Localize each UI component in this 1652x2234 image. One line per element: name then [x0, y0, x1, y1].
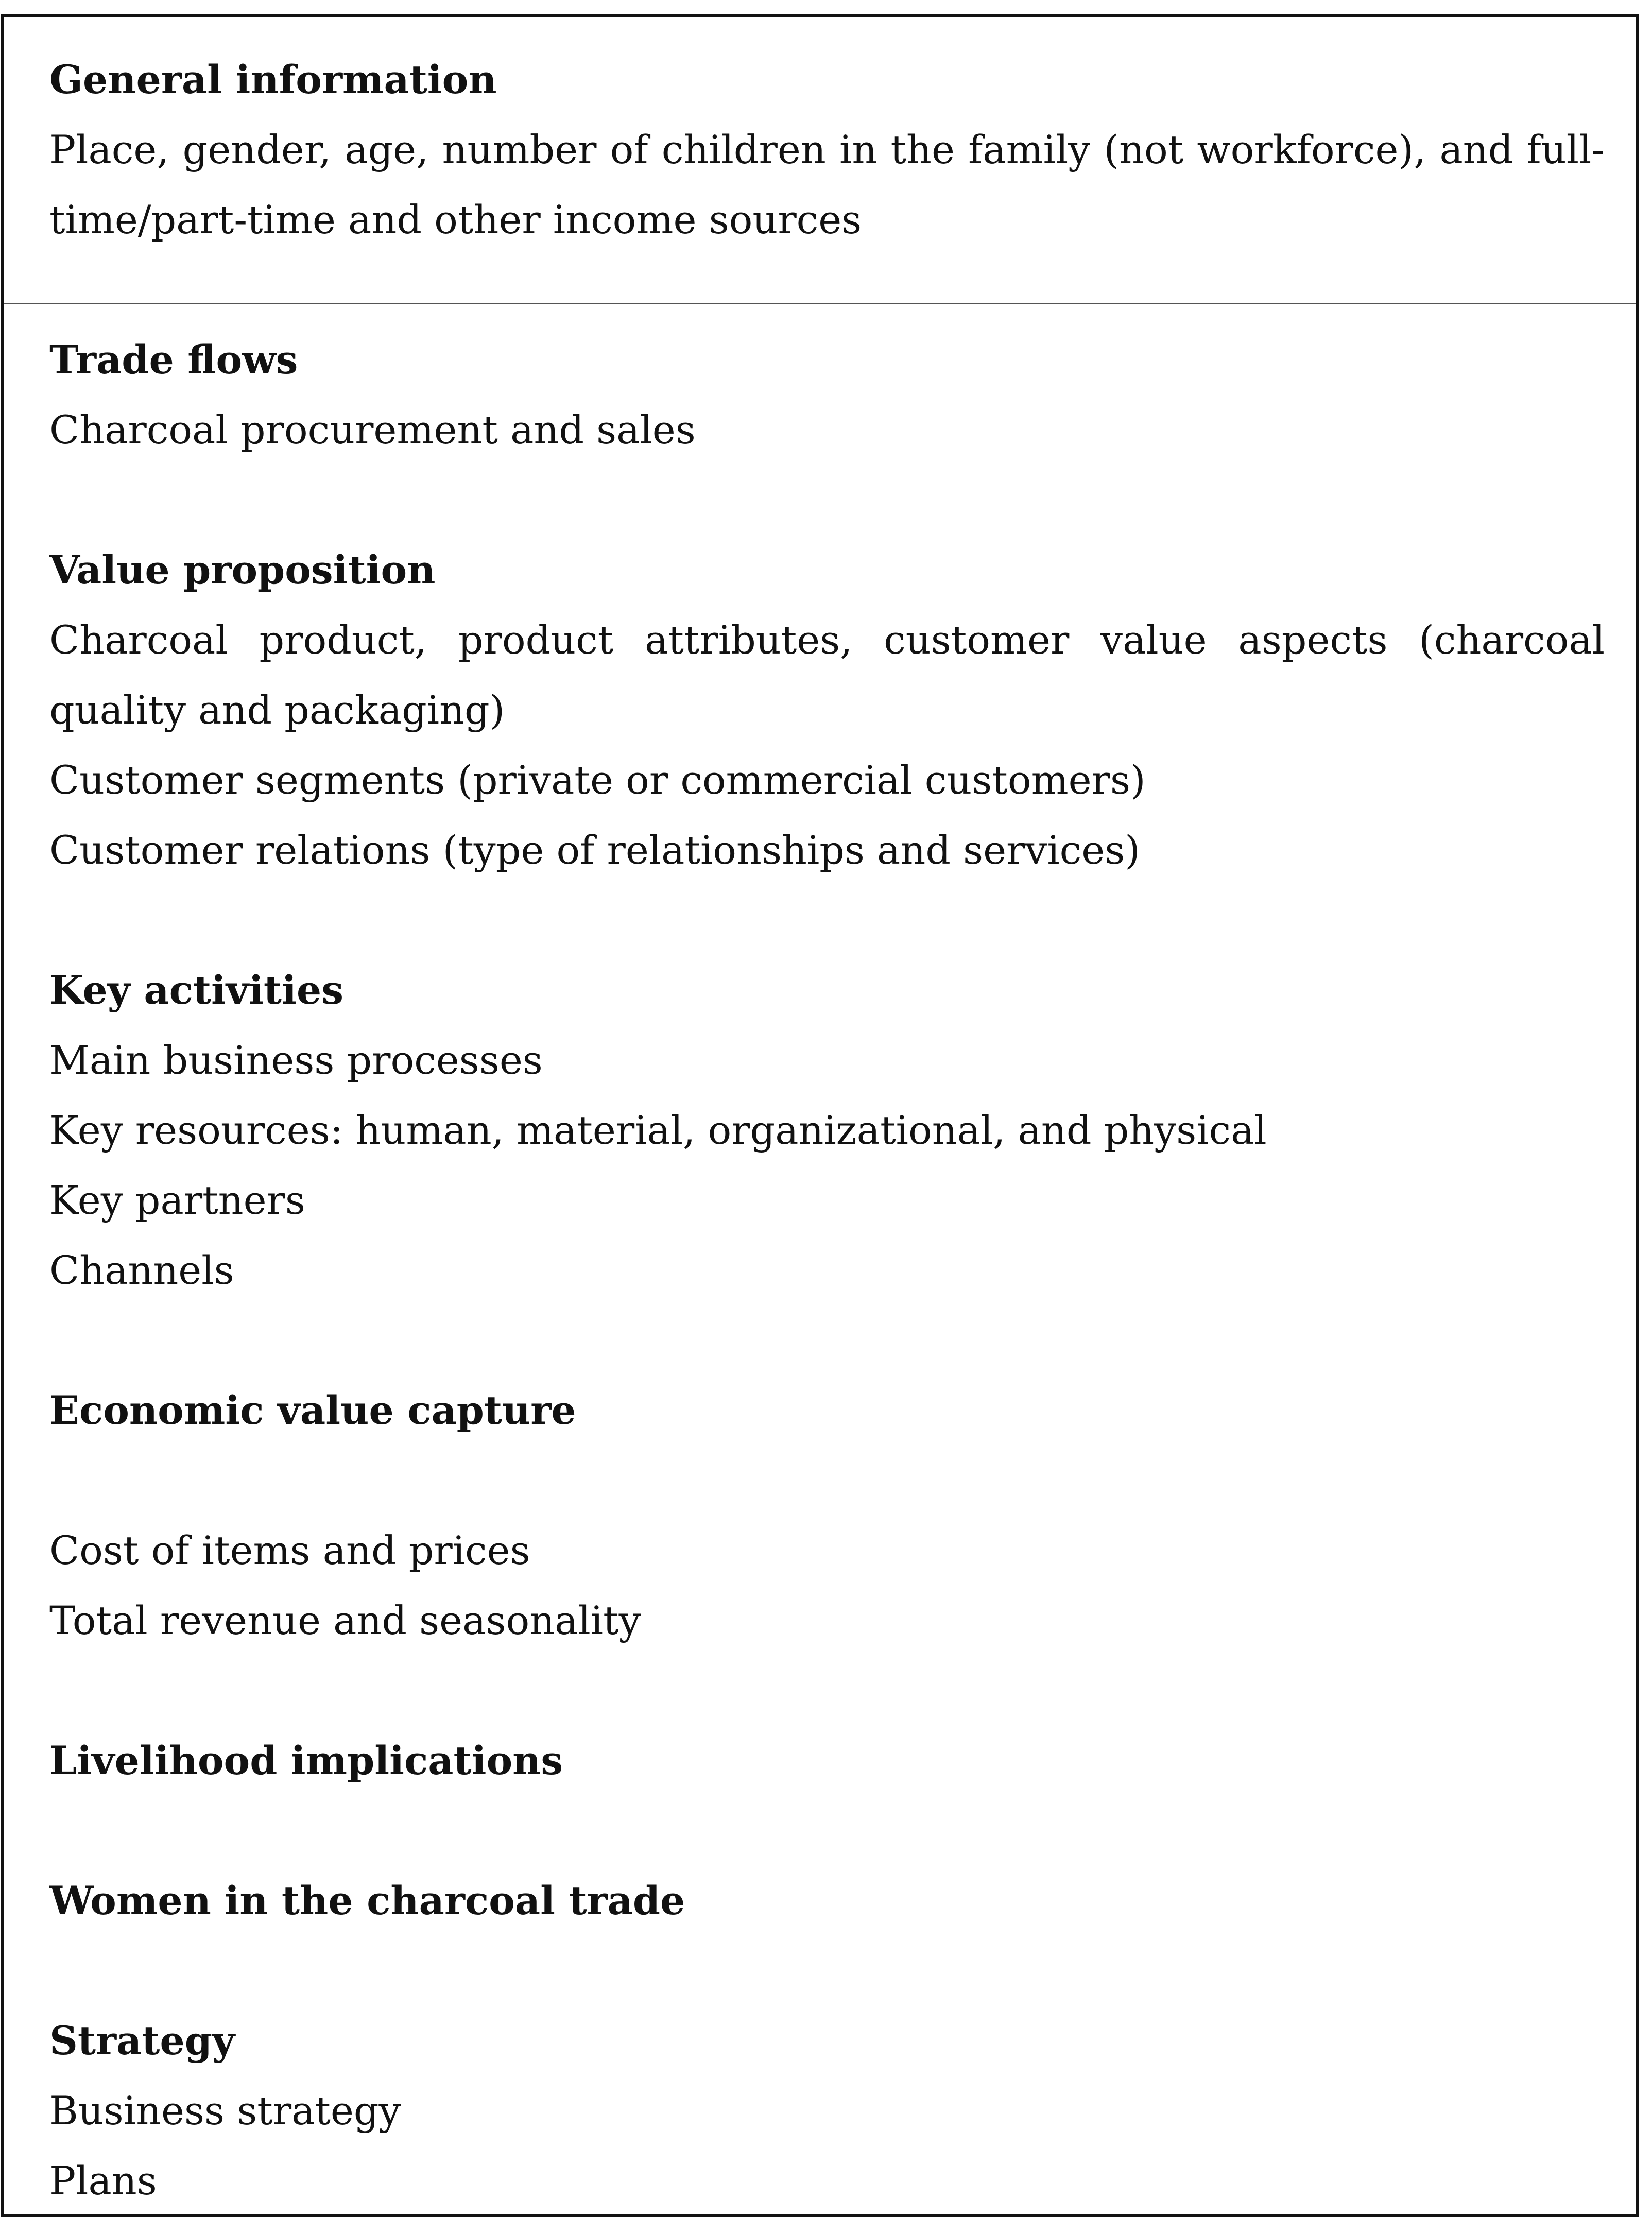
spacer: [49, 1936, 1605, 2006]
key-activities-heading: Key activities: [49, 967, 344, 1013]
spacer: [49, 1305, 1605, 1376]
value-proposition-item: Customer segments (private or commercial customers): [49, 757, 1146, 803]
value-proposition-item: Charcoal product, product attributes, customer value aspects (charcoal quality and packaging): [49, 617, 1605, 733]
spacer: [49, 885, 1605, 955]
general-information-text: Place, gender, age, number of children in the family (not workforce), and full-time/part-time and other income sources: [49, 127, 1605, 243]
key-activities-item: Key partners: [49, 1177, 305, 1223]
key-activities-item: Key resources: human, material, organizational, and physical: [49, 1107, 1267, 1153]
strategy-heading: Strategy: [49, 2018, 235, 2064]
strategy-item: Business strategy: [49, 2088, 401, 2134]
trade-flows-item: Charcoal procurement and sales: [49, 407, 696, 453]
value-proposition-item: Customer relations (type of relationships and services): [49, 827, 1140, 873]
economic-value-item: Cost of items and prices: [49, 1527, 530, 1573]
spacer: [49, 1796, 1605, 1866]
trade-flows-heading: Trade flows: [49, 337, 298, 383]
spacer: [49, 465, 1605, 535]
livelihood-implications-heading: Livelihood implications: [49, 1738, 563, 1783]
key-activities-item: Main business processes: [49, 1037, 543, 1083]
general-information-heading: General information: [49, 57, 497, 102]
economic-value-capture-heading: Economic value capture: [49, 1387, 576, 1433]
economic-value-item: Total revenue and seasonality: [49, 1597, 641, 1643]
spacer: [49, 1656, 1605, 1726]
strategy-item: Plans: [49, 2158, 157, 2204]
spacer: [49, 1446, 1605, 1516]
women-charcoal-trade-heading: Women in the charcoal trade: [49, 1878, 685, 1923]
table-content: [49, 45, 1605, 2216]
value-proposition-heading: Value proposition: [49, 547, 436, 593]
spacer: [49, 255, 1605, 325]
key-activities-item: Channels: [49, 1247, 234, 1293]
table-frame: [1, 14, 1639, 2217]
